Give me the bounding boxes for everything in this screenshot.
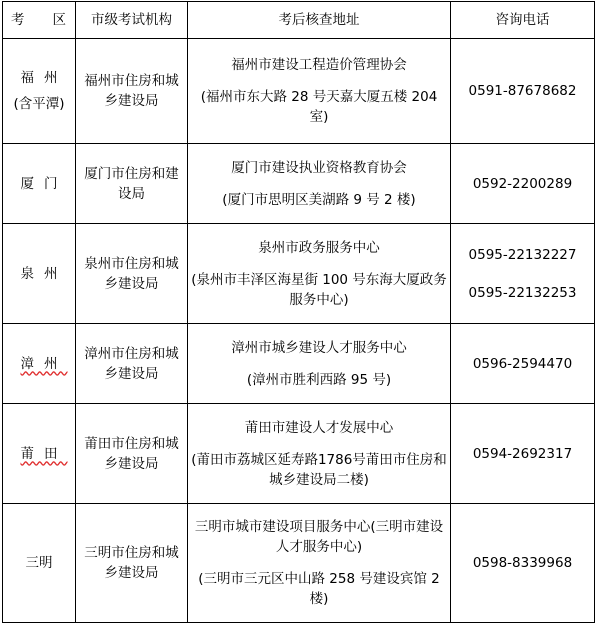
header-phone: 咨询电话 [451, 2, 595, 39]
address-name: 漳州市城乡建设人才服务中心 [231, 339, 407, 356]
address-cell [188, 144, 451, 224]
address-detail: (厦门市思明区美湖路 9 号 2 楼) [222, 191, 416, 208]
address-cell [188, 504, 451, 623]
phone-cell [451, 39, 595, 144]
table-row [3, 404, 595, 504]
address-detail: (莆田市荔城区延寿路1786号莆田市住房和城乡建设局二楼) [191, 451, 447, 488]
table-row [3, 224, 595, 324]
address-name: 三明市城市建设项目服务中心(三明市建设人才服务中心) [194, 519, 444, 555]
address-name: 莆田市建设人才发展中心 [244, 419, 394, 436]
table-row [3, 504, 595, 623]
region-name: 莆田 [20, 445, 68, 462]
region-note: (含平潭) [13, 96, 65, 112]
address-cell [188, 324, 451, 404]
org-cell: 厦门市住房和建设局 [76, 144, 188, 224]
address-name: 厦门市建设执业资格教育协会 [231, 159, 407, 176]
phone-number: 0595-22132253 [468, 284, 577, 301]
org-cell: 漳州市住房和城乡建设局 [76, 324, 188, 404]
phone-cell [451, 144, 595, 224]
org-cell: 福州市住房和城乡建设局 [76, 39, 188, 144]
region-name: 漳州 [20, 355, 68, 372]
phone-number: 0591-87678682 [468, 83, 577, 99]
region-cell [3, 144, 76, 224]
phone-cell [451, 404, 595, 504]
region-cell [3, 504, 76, 623]
header-region: 考 区 [3, 2, 76, 39]
phone-cell [451, 224, 595, 324]
region-cell [3, 224, 76, 324]
table-row [3, 324, 595, 404]
phone-number: 0592-2200289 [472, 175, 573, 192]
address-cell [188, 404, 451, 504]
table-row [3, 144, 595, 224]
region-cell [3, 324, 76, 404]
phone-cell [451, 504, 595, 623]
phone-number: 0595-22132227 [468, 246, 577, 263]
phone-cell [451, 324, 595, 404]
address-detail: (三明市三元区中山路 258 号建设宾馆 2 楼) [198, 571, 440, 607]
address-detail: (泉州市丰泽区海星街 100 号东海大厦政务服务中心) [191, 271, 447, 308]
table-header-row [3, 2, 595, 39]
org-cell: 泉州市住房和城乡建设局 [76, 224, 188, 324]
org-cell: 莆田市住房和城乡建设局 [76, 404, 188, 504]
address-name: 福州市建设工程造价管理协会 [231, 57, 407, 73]
region-name: 三明 [25, 555, 53, 571]
exam-verification-table [2, 1, 595, 623]
header-address: 考后核查地址 [188, 2, 451, 39]
header-org: 市级考试机构 [76, 2, 188, 39]
org-cell: 三明市住房和城乡建设局 [76, 504, 188, 623]
address-detail: (福州市东大路 28 号天嘉大厦五楼 204 室) [200, 89, 438, 125]
region-cell [3, 39, 76, 144]
region-name: 福州 [20, 70, 68, 86]
region-name: 厦门 [20, 175, 68, 192]
phone-number: 0598-8339968 [472, 555, 573, 571]
address-cell [188, 224, 451, 324]
table-row [3, 39, 595, 144]
phone-number: 0596-2594470 [472, 355, 573, 372]
address-name: 泉州市政务服务中心 [258, 239, 380, 256]
address-cell [188, 39, 451, 144]
address-detail: (漳州市胜利西路 95 号) [246, 371, 392, 388]
region-name: 泉州 [20, 265, 68, 282]
phone-number: 0594-2692317 [472, 445, 573, 462]
region-cell [3, 404, 76, 504]
